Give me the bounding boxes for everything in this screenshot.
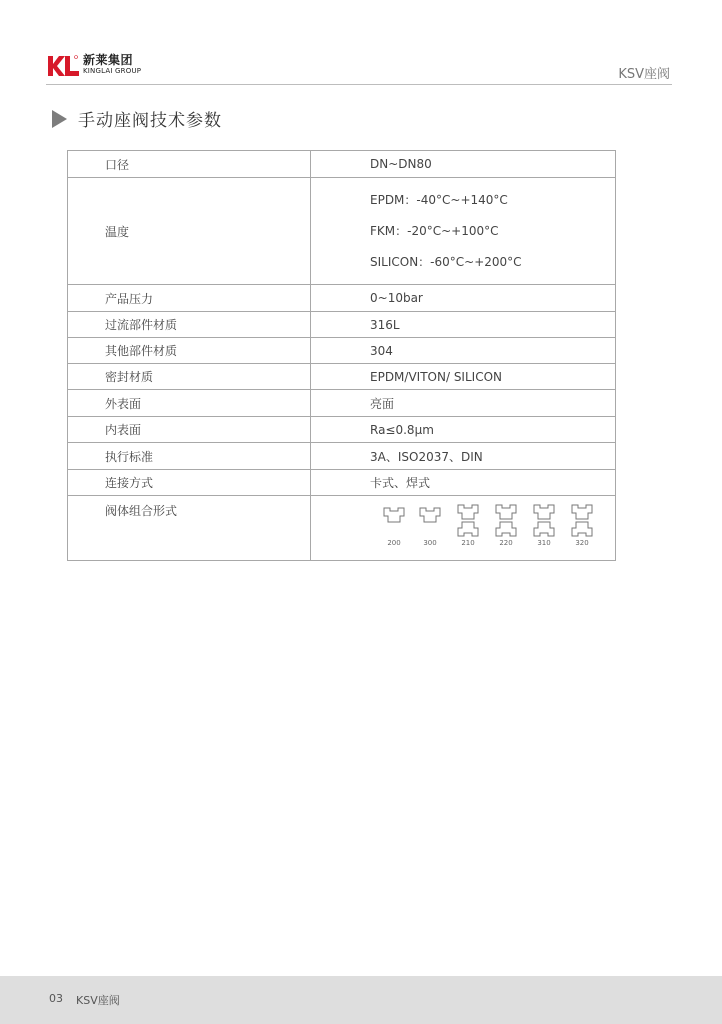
valve-combination-label: 310 (537, 539, 551, 547)
row-label: 口径 (68, 151, 311, 178)
logo-chinese-name: 新莱集团 (83, 53, 134, 67)
page-header (0, 0, 722, 90)
row-label: 产品压力 (68, 285, 311, 312)
valve-body-320-icon (567, 503, 597, 539)
header-product-title: KSV座阀 (618, 67, 670, 82)
row-value: 304 (311, 338, 616, 364)
row-value: 3A、ISO2037、DIN (311, 443, 616, 470)
triangle-right-icon (52, 110, 67, 128)
page-footer (0, 976, 722, 1024)
logo-english-name: KINGLAI GROUP (83, 67, 142, 75)
footer-title: KSV座阀 (76, 994, 120, 1007)
table-row (68, 470, 616, 496)
row-label: 过流部件材质 (68, 312, 311, 338)
valve-combination-label: 320 (575, 539, 589, 547)
valve-combination-label: 210 (461, 539, 475, 547)
section-heading (52, 106, 222, 131)
row-label: 内表面 (68, 417, 311, 443)
temperature-epdm: EPDM：-40°C~+140°C (370, 192, 508, 207)
spec-table (67, 150, 616, 561)
valve-combination-diagrams (311, 496, 616, 561)
table-row (68, 496, 616, 561)
valve-body-300-icon (415, 503, 445, 539)
table-row (68, 338, 616, 364)
temperature-silicon: SILICON：-60°C~+200°C (370, 254, 522, 269)
table-row (68, 312, 616, 338)
table-row (68, 417, 616, 443)
row-label: 阀体组合形式 (68, 496, 311, 561)
row-value: 卡式、焊式 (311, 470, 616, 496)
table-row (68, 285, 616, 312)
row-value: EPDM/VITON/ SILICON (311, 364, 616, 390)
row-label: 连接方式 (68, 470, 311, 496)
row-value: Ra≤0.8μm (311, 417, 616, 443)
kl-logo-icon (46, 54, 80, 78)
valve-body-200-icon (379, 503, 409, 539)
row-value: 316L (311, 312, 616, 338)
row-value-list (311, 178, 616, 285)
page-number: 03 (49, 992, 63, 1005)
table-row (68, 151, 616, 178)
temperature-fkm: FKM：-20°C~+100°C (370, 223, 499, 238)
valve-body-310-icon (529, 503, 559, 539)
table-row (68, 178, 616, 285)
table-row (68, 390, 616, 417)
row-label: 外表面 (68, 390, 311, 417)
header-divider (46, 84, 672, 85)
valve-combination-label: 200 (387, 539, 401, 547)
table-row (68, 443, 616, 470)
valve-body-220-icon (491, 503, 521, 539)
row-label: 其他部件材质 (68, 338, 311, 364)
valve-combination-label: 300 (423, 539, 437, 547)
row-label: 执行标准 (68, 443, 311, 470)
row-value: 亮面 (311, 390, 616, 417)
row-label: 温度 (68, 178, 311, 285)
valve-combination-label: 220 (499, 539, 513, 547)
section-title: 手动座阀技术参数 (78, 111, 222, 131)
row-value: DN~DN80 (311, 151, 616, 178)
valve-body-210-icon (453, 503, 483, 539)
row-label: 密封材质 (68, 364, 311, 390)
row-value: 0~10bar (311, 285, 616, 312)
company-logo (46, 54, 141, 78)
table-row (68, 364, 616, 390)
